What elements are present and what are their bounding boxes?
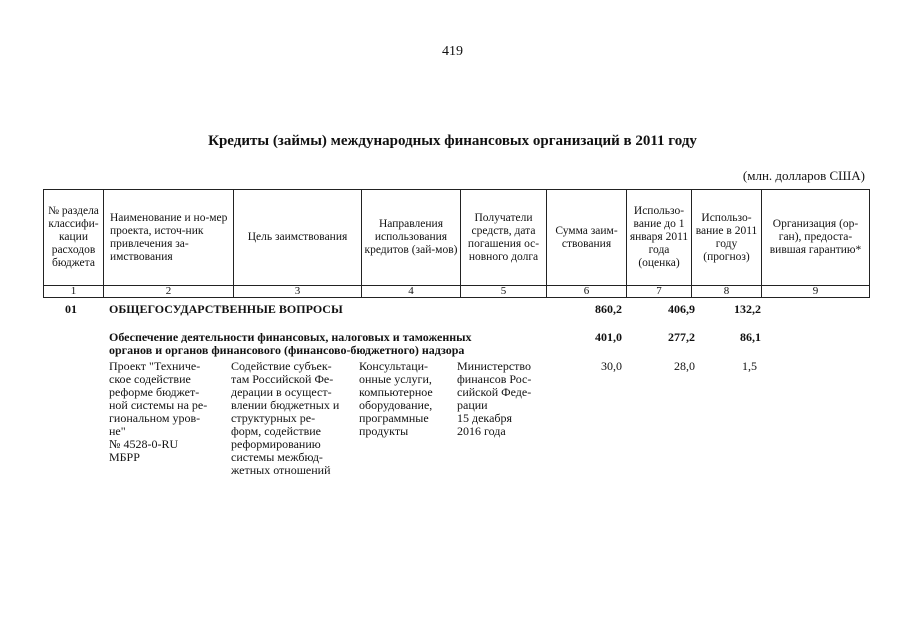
col-num: 7	[627, 286, 692, 298]
project-name-line: ной системы на ре-	[109, 398, 208, 412]
project-goal-line: дерации в осущест-	[231, 385, 332, 399]
project-name-cell	[109, 360, 227, 464]
col-header-section: № раздела классифи-кации расходов бюджета	[44, 190, 104, 286]
project-name-line: ское содействие	[109, 372, 191, 386]
project-name-line: гиональном уров-	[109, 411, 201, 425]
section-used-before: 406,9	[668, 302, 695, 316]
project-name-line: не"	[109, 424, 126, 438]
project-recipient-line: рации	[457, 398, 488, 412]
subsection-name-line2: органов и органов финансового (финансово-бюджетного) надзора	[109, 343, 465, 357]
project-number: № 4528-0-RU	[109, 437, 179, 451]
project-goal-line: системы межбюд-	[231, 450, 323, 464]
col-header-guarantor: Организация (ор-ган), предоста-вившая гарантию*	[762, 190, 870, 286]
project-direction-line: онные услуги,	[359, 372, 432, 386]
col-num: 8	[692, 286, 762, 298]
col-header-used-2011: Использо-вание в 2011 году (прогноз)	[692, 190, 762, 286]
project-recipient-line: сийской Феде-	[457, 385, 532, 399]
subsection-sum: 401,0	[595, 330, 622, 344]
col-num: 4	[362, 286, 461, 298]
project-used-2011: 1,5	[742, 359, 757, 373]
project-recipient-line: Министерство	[457, 359, 531, 373]
col-header-used-before: Использо-вание до 1 января 2011 года (оценка)	[627, 190, 692, 286]
section-sum: 860,2	[595, 302, 622, 316]
project-name-line: реформе бюджет-	[109, 385, 200, 399]
project-sum: 30,0	[601, 359, 622, 373]
project-recipient-line: финансов Рос-	[457, 372, 532, 386]
project-recipient-line: 15 декабря	[457, 411, 513, 425]
project-direction-line: оборудование,	[359, 398, 433, 412]
project-direction-line: продукты	[359, 424, 409, 438]
project-name-line: Проект "Техниче-	[109, 359, 201, 373]
section-used-2011: 132,2	[734, 302, 761, 316]
project-goal-line: форм, содействие	[231, 424, 322, 438]
subsection-used-2011: 86,1	[740, 330, 761, 344]
project-direction-line: компьютерное	[359, 385, 433, 399]
project-direction-line: Консультаци-	[359, 359, 429, 373]
col-num: 3	[234, 286, 362, 298]
project-goal-line: реформированию	[231, 437, 321, 451]
document-title: Кредиты (займы) международных финансовых организаций в 2011 году	[208, 133, 697, 149]
project-direction-cell	[359, 360, 449, 438]
subsection-name-line1: Обеспечение деятельности финансовых, налоговых и таможенных	[109, 330, 472, 344]
units-note: (млн. долларов США)	[742, 168, 865, 183]
page-number: 419	[442, 44, 463, 59]
project-goal-line: Содействие субъек-	[231, 359, 332, 373]
col-num: 9	[762, 286, 870, 298]
project-direction-line: программные	[359, 411, 429, 425]
col-header-sum: Сумма заим-ствования	[547, 190, 627, 286]
project-goal-line: влении бюджетных и	[231, 398, 340, 412]
project-goal-line: там Российской Фе-	[231, 372, 334, 386]
project-used-before: 28,0	[674, 359, 695, 373]
project-recipient-cell	[457, 360, 541, 438]
col-num: 2	[104, 286, 234, 298]
section-code: 01	[65, 302, 77, 316]
col-num: 5	[461, 286, 547, 298]
project-goal-cell	[231, 360, 348, 477]
col-header-recipients: Получатели средств, дата погашения ос-новного долга	[461, 190, 547, 286]
col-num: 1	[44, 286, 104, 298]
project-recipient-line: 2016 года	[457, 424, 506, 438]
section-name: ОБЩЕГОСУДАРСТВЕННЫЕ ВОПРОСЫ	[109, 302, 343, 316]
col-header-direction: Направления использования кредитов (зай-мов)	[362, 190, 461, 286]
project-goal-line: структурных ре-	[231, 411, 316, 425]
col-header-goal: Цель заимствования	[234, 190, 362, 286]
project-source: МБРР	[109, 450, 140, 464]
project-goal-line: жетных отношений	[231, 463, 331, 477]
col-num: 6	[547, 286, 627, 298]
subsection-used-before: 277,2	[668, 330, 695, 344]
col-header-project: Наименование и но-мер проекта, источ-ник привлечения за-имствования	[104, 190, 234, 286]
table-header	[43, 189, 870, 298]
